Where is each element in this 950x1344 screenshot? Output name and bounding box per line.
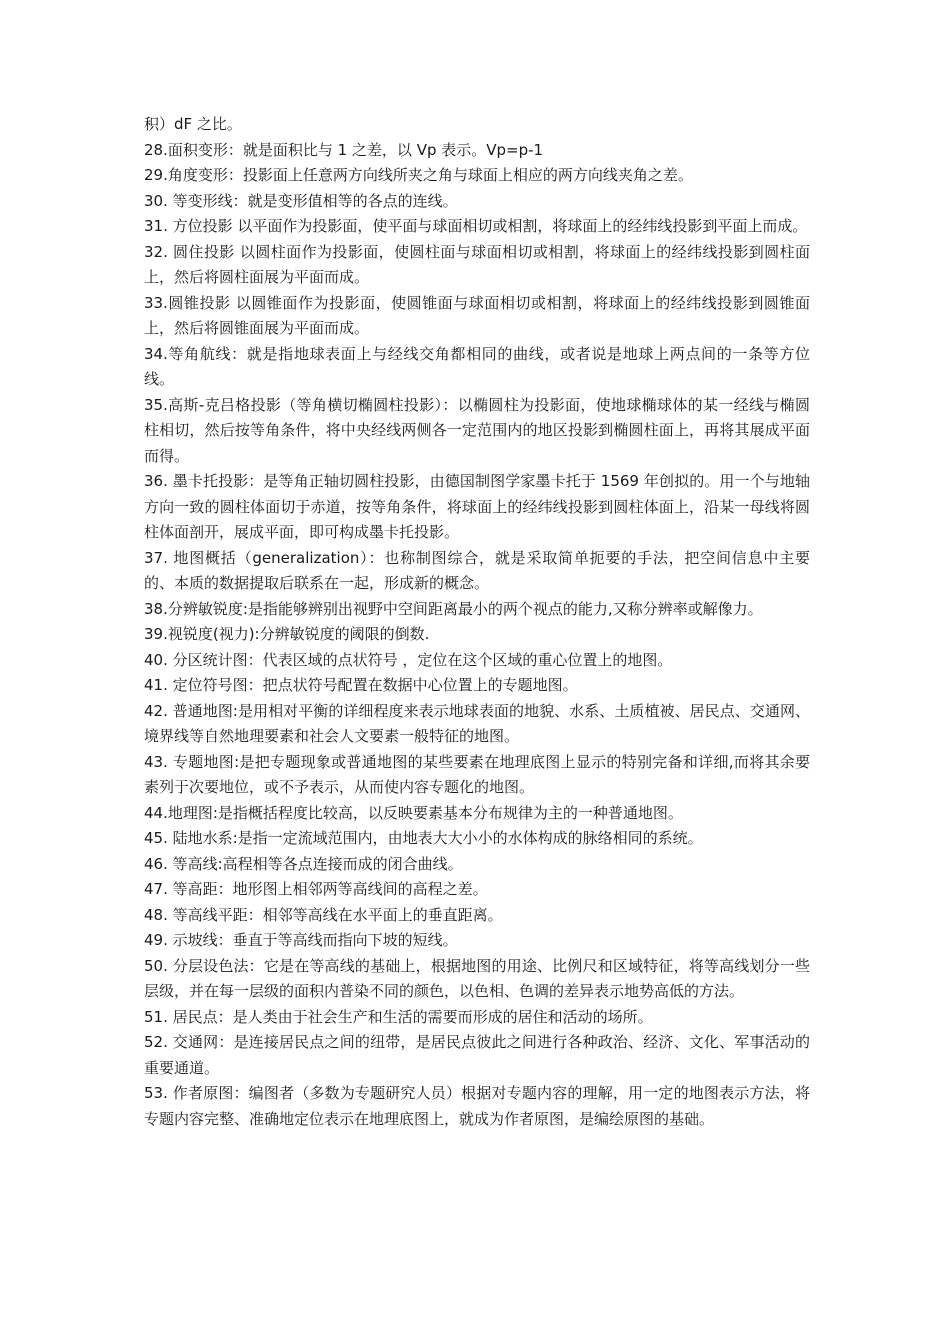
paragraph-36: 36. 墨卡托投影：是等角正轴切圆柱投影，由德国制图学家墨卡托于 1569 年创拟的。用一个与地轴方向一致的圆柱体面切于赤道，按等角条件，将球面上的经纬线投影到圆柱体面上，沿某一母线将圆柱体面剖开，展成平面，即可构成墨卡托投影。 bbox=[144, 472, 810, 541]
paragraph-43: 43. 专题地图:是把专题现象或普通地图的某些要素在地理底图上显示的特别完备和详细,而将其余要素列于次要地位，或不予表示，从而使内容专题化的地图。 bbox=[144, 752, 810, 796]
document-page bbox=[144, 112, 810, 1132]
paragraph-37: 37. 地图概括（generalization）：也称制图综合，就是采取简单扼要的手法，把空间信息中主要的、本质的数据提取后联系在一起，形成新的概念。 bbox=[144, 548, 810, 592]
paragraph-38: 38.分辨敏锐度:是指能够辨别出视野中空间距离最小的两个视点的能力,又称分辨率或解像力。 bbox=[144, 599, 763, 618]
paragraph-31: 31. 方位投影 以平面作为投影面，使平面与球面相切或相割，将球面上的经纬线投影到平面上而成。 bbox=[144, 217, 808, 235]
paragraph-48: 48. 等高线平距：相邻等高线在水平面上的垂直距离。 bbox=[144, 905, 503, 924]
paragraph-46: 46. 等高线:高程相等各点连接而成的闭合曲线。 bbox=[144, 854, 463, 873]
paragraph-39: 39.视锐度(视力):分辨敏锐度的阈限的倒数. bbox=[144, 625, 430, 643]
paragraph-33: 33.圆锥投影 以圆锥面作为投影面，使圆锥面与球面相切或相割，将球面上的经纬线投影到圆锥面上，然后将圆锥面展为平面而成。 bbox=[144, 293, 810, 337]
paragraph-51: 51. 居民点：是人类由于社会生产和生活的需要而形成的居住和活动的场所。 bbox=[144, 1007, 653, 1026]
paragraph-34: 34.等角航线：就是指地球表面上与经线交角都相同的曲线，或者说是地球上两点间的一条等方位线。 bbox=[144, 344, 810, 388]
paragraph-53: 53. 作者原图：编图者（多数为专题研究人员）根据对专题内容的理解，用一定的地图表示方法，将专题内容完整、准确地定位表示在地理底图上，就成为作者原图，是编绘原图的基础。 bbox=[144, 1084, 810, 1128]
paragraph-44: 44.地理图:是指概括程度比较高，以反映要素基本分布规律为主的一种普通地图。 bbox=[144, 803, 683, 822]
paragraph-30: 30. 等变形线：就是变形值相等的各点的连线。 bbox=[144, 191, 458, 210]
paragraph-29: 29.角度变形：投影面上任意两方向线所夹之角与球面上相应的两方向线夹角之差。 bbox=[144, 166, 693, 184]
paragraph-47: 47. 等高距：地形图上相邻两等高线间的高程之差。 bbox=[144, 880, 488, 898]
paragraph-49: 49. 示坡线：垂直于等高线而指向下坡的短线。 bbox=[144, 931, 458, 949]
paragraph-45: 45. 陆地水系:是指一定流域范围内，由地表大大小小的水体构成的脉络相同的系统。 bbox=[144, 829, 703, 847]
paragraph-28: 28.面积变形：就是面积比与 1 之差，以 Vp 表示。Vp=p-1 bbox=[144, 140, 544, 159]
paragraph-32: 32. 圆住投影 以圆柱面作为投影面，使圆柱面与球面相切或相割，将球面上的经纬线投影到圆柱面上，然后将圆柱面展为平面而成。 bbox=[144, 242, 810, 286]
paragraph-35: 35.高斯-克吕格投影（等角横切椭圆柱投影）：以椭圆柱为投影面，使地球椭球体的某一经线与椭圆柱相切，然后按等角条件，将中央经线两侧各一定范围内的地区投影到椭圆柱面上，再将其展成平面而得。 bbox=[144, 395, 810, 465]
paragraph-42: 42. 普通地图:是用相对平衡的详细程度来表示地球表面的地貌、水系、土质植被、居民点、交通网、境界线等自然地理要素和社会人文要素一般特征的地图。 bbox=[144, 701, 810, 745]
paragraph-41: 41. 定位符号图：把点状符号配置在数据中心位置上的专题地图。 bbox=[144, 676, 578, 694]
paragraph-52: 52. 交通网：是连接居民点之间的纽带，是居民点彼此之间进行各种政治、经济、文化、军事活动的重要通道。 bbox=[144, 1033, 810, 1077]
paragraph-40: 40. 分区统计图：代表区域的点状符号 ，定位在这个区域的重心位置上的地图。 bbox=[144, 650, 673, 669]
paragraph-27-end: 积）dF 之比。 bbox=[144, 115, 242, 133]
paragraph-50: 50. 分层设色法：它是在等高线的基础上，根据地图的用途、比例尺和区域特征，将等高线划分一些层级，并在每一层级的面积内普染不同的颜色，以色相、色调的差异表示地势高低的方法。 bbox=[144, 956, 810, 1000]
